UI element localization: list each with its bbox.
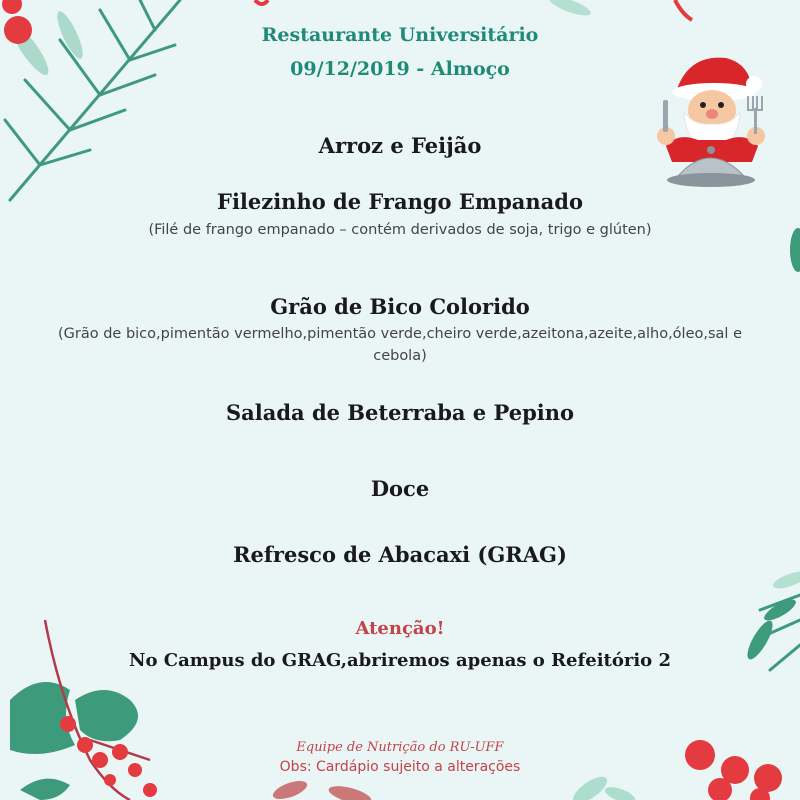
menu-item-arroz-feijao: Arroz e Feijão [318,133,482,158]
menu-item-doce: Doce [370,476,430,501]
menu-item-refresco: Refresco de Abacaxi (GRAG) [233,542,567,567]
menu-item-filezinho: Filezinho de Frango Empanado [217,189,583,214]
menu-item-filezinho-description: (Filé de frango empanado – contém derivados de soja, trigo e glúten) [148,222,652,238]
disclaimer: Obs: Cardápio sujeito a alterações [279,759,521,775]
nutrition-team: Equipe de Nutrição do RU-UFF [296,740,504,755]
notice-message: No Campus do GRAG,abriremos apenas o Refeitório 2 [129,650,671,671]
restaurant-name: Restaurante Universitário [261,24,539,46]
date-meal: 09/12/2019 - Almoço [290,58,510,80]
menu-item-grao-de-bico-description: (Grão de bico,pimentão vermelho,pimentão verde,cheiro verde,azeitona,azeite,alho,óleo,sal e cebola) [58,326,742,364]
attention-heading: Atenção! [355,618,445,639]
menu-item-salada: Salada de Beterraba e Pepino [225,400,575,425]
menu-item-grao-de-bico: Grão de Bico Colorido [270,294,530,319]
